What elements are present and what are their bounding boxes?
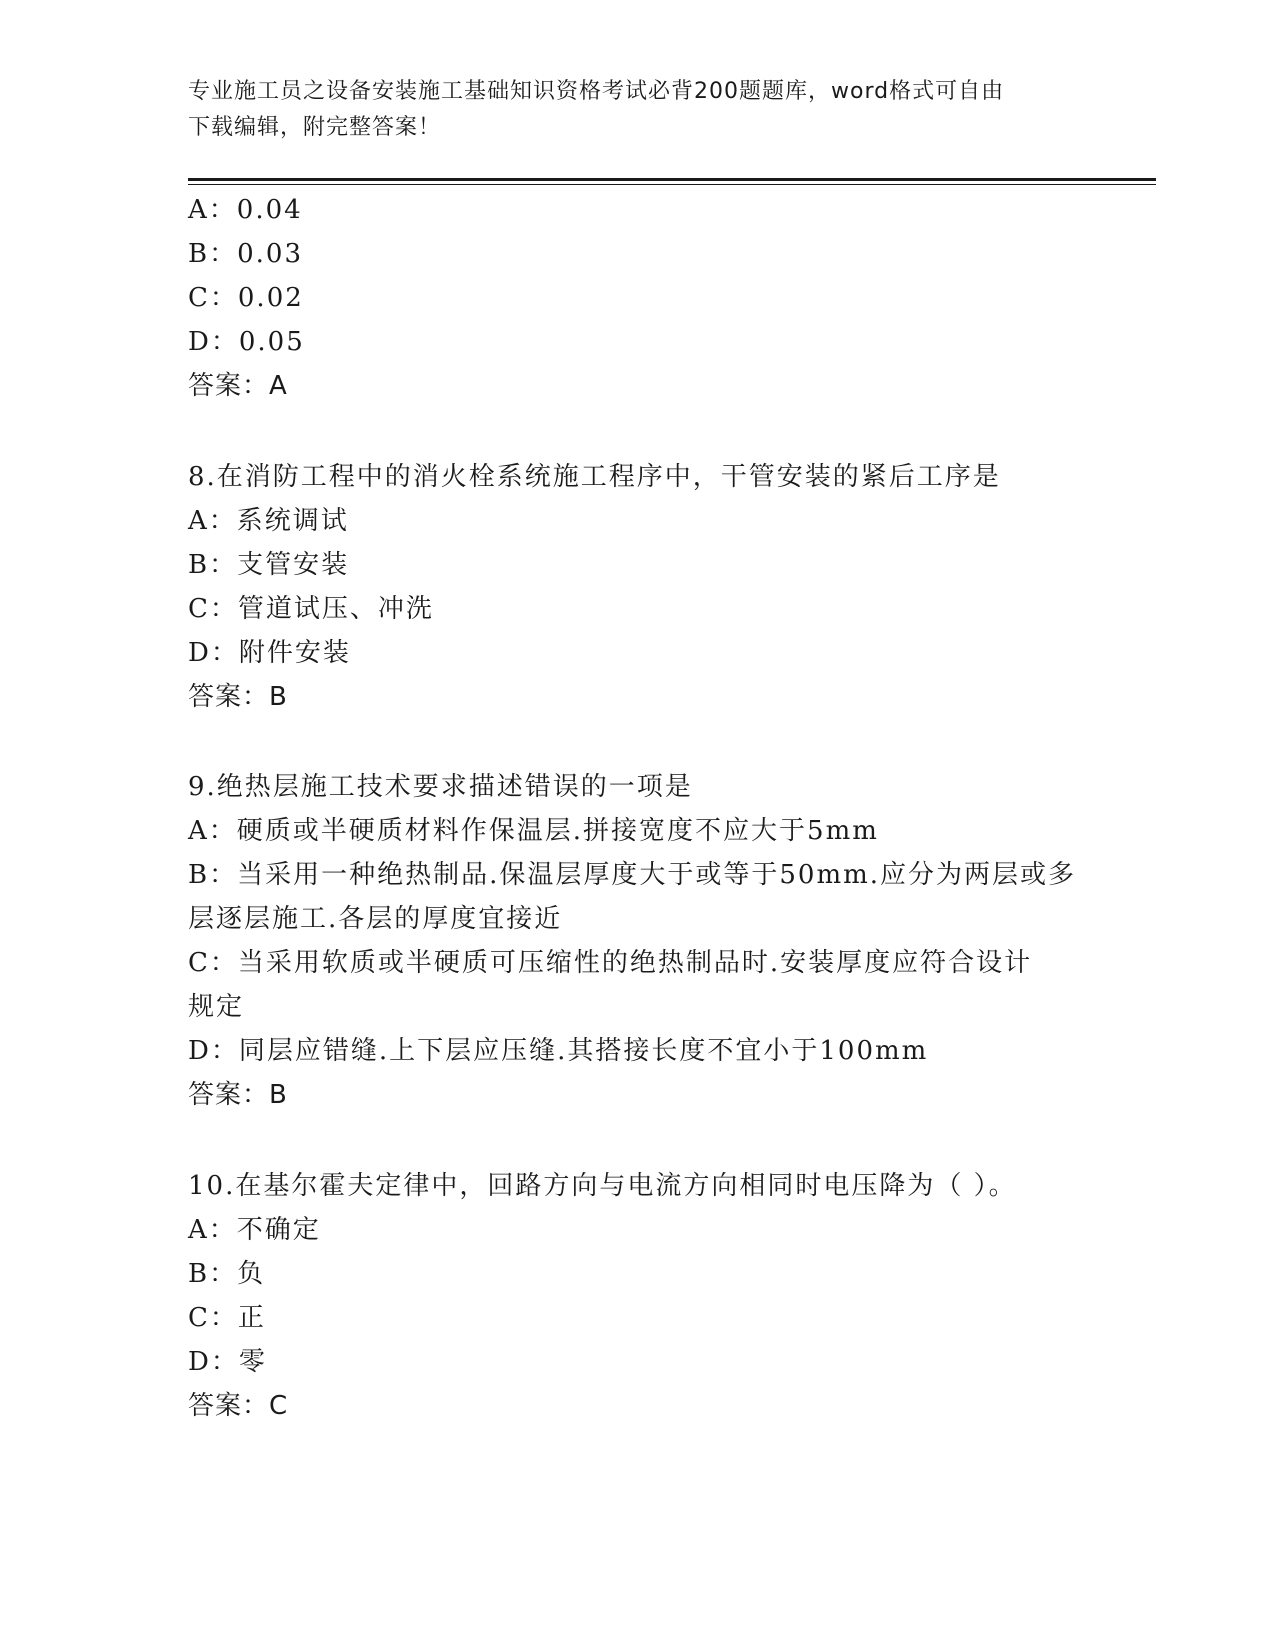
q9-answer: 答案：B: [188, 1080, 288, 1110]
q9-option-d: D：同层应错缝.上下层应压缝.其搭接长度不宜小于100mm: [188, 1036, 929, 1066]
q10-option-d: D：零: [188, 1347, 267, 1377]
q8-option-d: D：附件安装: [188, 638, 351, 668]
q8-option-a: A：系统调试: [188, 506, 349, 536]
q9-stem: 9.绝热层施工技术要求描述错误的一项是: [188, 772, 693, 802]
q10-answer: 答案：C: [188, 1391, 289, 1421]
q8-option-b: B：支管安装: [188, 550, 350, 580]
q7-option-b: B：0.03: [188, 239, 303, 269]
q8-option-c: C：管道试压、冲洗: [188, 594, 434, 624]
header-line-2: 下载编辑，附完整答案！: [188, 115, 442, 140]
header-line-1: 专业施工员之设备安装施工基础知识资格考试必背200题题库，word格式可自由: [188, 79, 1005, 104]
document-header: [188, 74, 1088, 146]
q8-stem: 8.在消防工程中的消火栓系统施工程序中，干管安装的紧后工序是: [188, 462, 1001, 492]
q7-option-a: A：0.04: [188, 195, 303, 225]
q10-option-b: B：负: [188, 1259, 266, 1289]
q9-option-b-line-1: B：当采用一种绝热制品.保温层厚度大于或等于50mm.应分为两层或多: [188, 860, 1077, 890]
q10-stem: 10.在基尔霍夫定律中，回路方向与电流方向相同时电压降为（ ）。: [188, 1171, 1017, 1201]
q10-option-a: A：不确定: [188, 1215, 321, 1245]
q7-answer: 答案：A: [188, 371, 288, 401]
header-divider-thin: [188, 184, 1156, 185]
q9-option-b-line-2: 层逐层施工.各层的厚度宜接近: [188, 904, 563, 934]
q7-option-d: D：0.05: [188, 327, 305, 357]
q8-answer: 答案：B: [188, 682, 288, 712]
header-divider-thick: [188, 178, 1156, 181]
q7-option-c: C：0.02: [188, 283, 304, 313]
q10-option-c: C：正: [188, 1303, 266, 1333]
q9-option-a: A：硬质或半硬质材料作保温层.拼接宽度不应大于5mm: [188, 816, 879, 846]
q9-option-c-line-2: 规定: [188, 992, 245, 1022]
q9-option-c-line-1: C：当采用软质或半硬质可压缩性的绝热制品时.安装厚度应符合设计: [188, 948, 1033, 978]
